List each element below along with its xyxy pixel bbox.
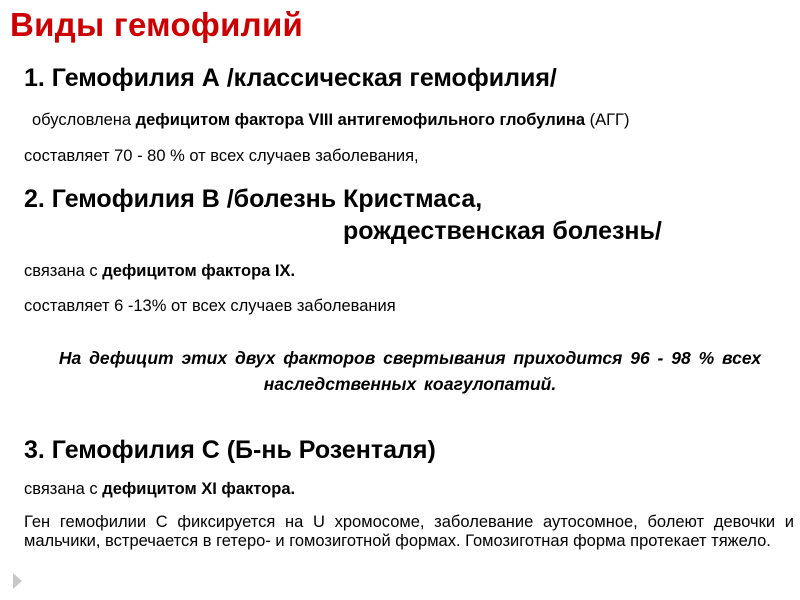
hemophilia-b-heading-line1: 2. Гемофилия В /болезнь Кристмаса, [24, 185, 483, 213]
coagulopathy-note: На дефицит этих двух факторов свертывания приходится 96 - 98 % всех наследственных коагулопатий. [58, 348, 762, 394]
hemophilia-b-cause [24, 262, 295, 281]
hemophilia-b-cause-prefix: связана с [24, 262, 103, 280]
hemophilia-a-cause [32, 111, 629, 130]
hemophilia-a-cause-bold: дефицитом фактора VIII антигемофильного глобулина [135, 111, 586, 129]
page-title: Виды гемофилий [10, 6, 304, 43]
hemophilia-c-cause-prefix: связана с [24, 480, 103, 498]
hemophilia-b-cause-bold: дефицитом фактора IX. [102, 262, 296, 280]
hemophilia-b-share: составляет 6 -13% от всех случаев заболевания [24, 297, 396, 315]
hemophilia-c-gene-text: Ген гемофилии С фиксируется на U хромосоме, заболевание аутосомное, болеют девочки и мальчики, встречается в гетеро- и гомозиготной формах. Гомозиготная форма протекает тяжело. [24, 513, 794, 550]
hemophilia-c-heading: 3. Гемофилия С (Б-нь Розенталя) [24, 436, 436, 464]
hemophilia-a-heading: 1. Гемофилия А /классическая гемофилия/ [24, 64, 557, 92]
hemophilia-c-cause-bold: дефицитом XI фактора. [102, 480, 296, 498]
hemophilia-a-cause-prefix: обусловлена [32, 111, 136, 129]
hemophilia-c-cause [24, 480, 295, 499]
hemophilia-a-cause-suffix: (АГГ) [585, 111, 630, 129]
hemophilia-b-heading-line2: рождественская болезнь/ [343, 217, 662, 245]
next-slide-arrow-icon[interactable] [13, 573, 22, 589]
hemophilia-a-share: составляет 70 - 80 % от всех случаев заболевания, [24, 147, 419, 165]
